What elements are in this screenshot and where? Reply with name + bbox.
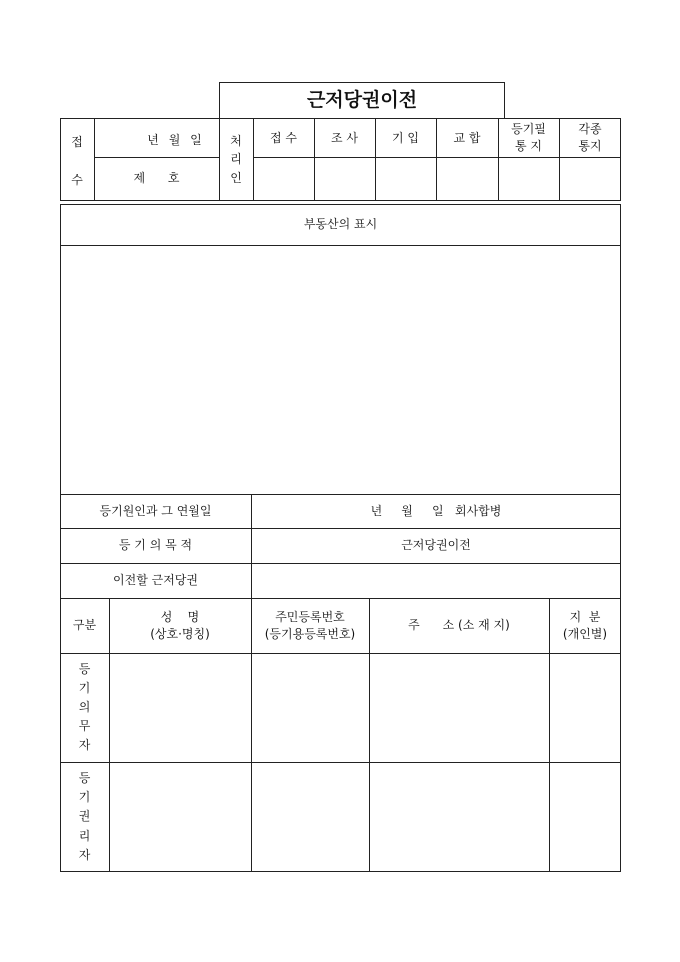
parties-header-address: 주 소 (소 재 지) bbox=[408, 618, 510, 633]
step-reception: 접 수 bbox=[270, 130, 297, 145]
cause-value: 년 월 일 회사합병 bbox=[370, 503, 502, 518]
reception-label-top: 접 bbox=[71, 134, 83, 149]
step-review: 조 사 bbox=[331, 130, 358, 145]
reception-number: 제 호 bbox=[133, 170, 180, 185]
step-verify: 교 합 bbox=[453, 130, 481, 145]
parties-header-share: 지 분 (개인별) bbox=[562, 610, 608, 641]
step-completion-notice: 등기필 통 지 bbox=[511, 122, 546, 153]
form-title: 근저당권이전 bbox=[306, 89, 418, 112]
processor-label: 처 리 인 bbox=[230, 133, 242, 185]
right-holder-label: 등 기 권 리 자 bbox=[78, 771, 91, 862]
parties-header-id: 주민등록번호 (등기용등록번호) bbox=[264, 610, 356, 641]
purpose-label: 등 기 의 목 적 bbox=[118, 538, 193, 553]
reception-date: 년 월 일 bbox=[147, 132, 202, 147]
cause-label: 등기원인과 그 연월일 bbox=[99, 503, 212, 518]
parties-header-type: 구분 bbox=[72, 618, 97, 633]
transfer-right-value bbox=[251, 563, 621, 598]
step-various-notice: 각종 통지 bbox=[578, 122, 602, 153]
transfer-right-label: 이전할 근저당권 bbox=[113, 573, 198, 588]
reception-label-bottom: 수 bbox=[71, 172, 83, 187]
step-entry: 기 입 bbox=[392, 130, 419, 145]
property-header: 부동산의 표시 bbox=[303, 217, 378, 232]
purpose-value: 근저당권이전 bbox=[401, 538, 471, 553]
property-area bbox=[60, 245, 621, 494]
parties-header-name: 성 명 (상호·명칭) bbox=[150, 610, 210, 641]
obligor-label: 등 기 의 무 자 bbox=[78, 661, 91, 753]
